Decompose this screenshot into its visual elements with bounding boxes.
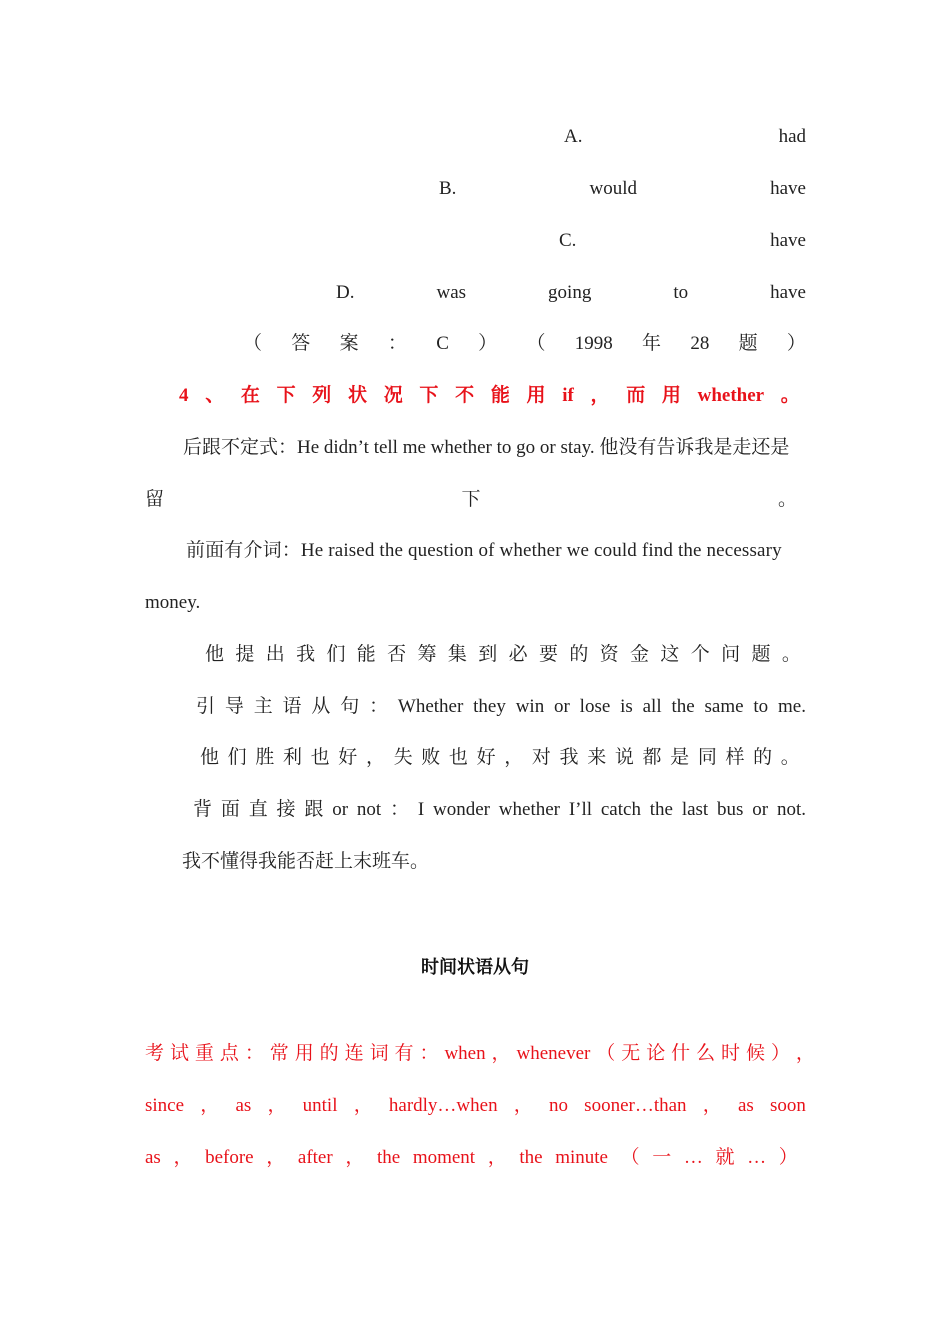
word: 集 [447, 644, 467, 665]
word: 而 [626, 385, 646, 406]
word: 到 [478, 644, 498, 665]
word: 好 [476, 747, 496, 768]
word: 。 [777, 489, 797, 510]
word: 、 [205, 385, 225, 406]
word: ， [795, 1043, 815, 1064]
point-4-heading [179, 383, 800, 409]
word: C [436, 333, 449, 354]
or-not-line [193, 797, 806, 823]
word: 败 [421, 747, 441, 768]
word: 出 [265, 644, 285, 665]
word: 接 [276, 799, 296, 820]
word: 点 [219, 1043, 239, 1064]
word: 况 [383, 385, 403, 406]
word: catch [600, 799, 641, 820]
word: I [417, 799, 425, 820]
word: as [235, 1095, 252, 1116]
word: （ [620, 1147, 640, 1168]
word: last [681, 799, 709, 820]
word: 试 [169, 1043, 189, 1064]
word: me. [777, 696, 806, 717]
word: minute [555, 1147, 608, 1168]
word: is [620, 696, 633, 717]
word: not [356, 799, 382, 820]
word: lose [579, 696, 611, 717]
word: no [548, 1095, 568, 1116]
word: 连 [344, 1043, 364, 1064]
word: 下 [276, 385, 296, 406]
word: ， [487, 1147, 507, 1168]
word: not. [776, 799, 806, 820]
word: 样 [725, 747, 745, 768]
word: 导 [224, 696, 244, 717]
word: 题 [738, 333, 758, 354]
word: ： [369, 696, 389, 717]
word: 也 [448, 747, 468, 768]
word: 同 [697, 747, 717, 768]
word: win [515, 696, 545, 717]
infinitive-line-1: 后跟不定式：He didn’t tell me whether to go or stay. 他没有告诉我是走还是 [183, 437, 790, 458]
word: ， [504, 747, 524, 768]
word: 句 [340, 696, 360, 717]
word: since [145, 1095, 185, 1116]
word: the [671, 696, 695, 717]
word: ， [345, 1147, 365, 1168]
word: 背 [193, 799, 213, 820]
subject-clause-translation [200, 745, 800, 771]
word: 否 [387, 644, 407, 665]
word: soon [769, 1095, 806, 1116]
word: ， [267, 1095, 287, 1116]
word: whether [697, 385, 765, 406]
word: have [770, 282, 806, 303]
word: 好 [338, 747, 358, 768]
word: 的 [319, 1043, 339, 1064]
word: Whether [397, 696, 464, 717]
word: 的 [753, 747, 773, 768]
word: 年 [642, 333, 662, 354]
word: 么 [696, 1043, 716, 1064]
word: 候 [746, 1043, 766, 1064]
word: 状 [348, 385, 368, 406]
word: 。 [780, 747, 800, 768]
word: B. [439, 178, 457, 199]
word: 这 [660, 644, 680, 665]
word: 对 [531, 747, 551, 768]
preposition-line-2: money. [145, 592, 201, 613]
section-title: 时间状语从句 [421, 957, 529, 978]
word: 主 [253, 696, 273, 717]
word: 个 [690, 644, 710, 665]
word: ） [786, 333, 806, 354]
word: A. [564, 126, 583, 147]
word: 也 [310, 747, 330, 768]
word: the [376, 1147, 401, 1168]
word: 用 [661, 385, 681, 406]
word: 列 [312, 385, 332, 406]
word: … [747, 1147, 767, 1168]
word: 常 [269, 1043, 289, 1064]
word: had [778, 126, 806, 147]
word: 用 [294, 1043, 314, 1064]
word: ： [419, 1043, 439, 1064]
word: 考 [145, 1043, 165, 1064]
word: ） [778, 1147, 798, 1168]
subject-clause-line [196, 694, 806, 720]
word: 们 [227, 747, 247, 768]
word: if [562, 385, 574, 406]
word: 直 [248, 799, 268, 820]
word: ： [389, 799, 409, 820]
word: ， [266, 1147, 286, 1168]
word: until [302, 1095, 338, 1116]
infinitive-line-2 [145, 487, 797, 513]
word: 是 [670, 747, 690, 768]
word: ： [244, 1043, 264, 1064]
word: ， [702, 1095, 722, 1116]
word: when [444, 1043, 486, 1064]
word: ） [478, 333, 498, 354]
word: 论 [646, 1043, 666, 1064]
word: … [683, 1147, 703, 1168]
word: ） [770, 1043, 790, 1064]
word: 胜 [255, 747, 275, 768]
word: have [770, 230, 806, 251]
word: ： [387, 333, 407, 354]
word: ， [200, 1095, 220, 1116]
word: all [642, 696, 662, 717]
word: 能 [356, 644, 376, 665]
preposition-translation [205, 642, 801, 668]
word: 利 [282, 747, 302, 768]
word: 用 [526, 385, 546, 406]
word: ， [173, 1147, 193, 1168]
word: 都 [642, 747, 662, 768]
word: 4 [179, 385, 189, 406]
option-d [336, 280, 806, 306]
word: 引 [196, 696, 216, 717]
word: ， [590, 385, 610, 406]
word: or [554, 696, 570, 717]
word: 们 [326, 644, 346, 665]
word: to [673, 282, 689, 303]
word: wonder [432, 799, 490, 820]
word: 下 [461, 489, 481, 510]
word: 一 [652, 1147, 672, 1168]
word: ， [365, 747, 385, 768]
preposition-line-1: 前面有介词：He raised the question of whether we could find the necessary [186, 540, 782, 561]
word: hardly…when [388, 1095, 498, 1116]
word: 我 [296, 644, 316, 665]
word: 28 [690, 333, 710, 354]
word: 金 [630, 644, 650, 665]
key-points-line-3 [145, 1145, 798, 1171]
word: （ [526, 333, 546, 354]
word: going [548, 282, 592, 303]
word: （ [243, 333, 263, 354]
option-c [559, 228, 806, 254]
word: 时 [721, 1043, 741, 1064]
word: 答 [291, 333, 311, 354]
word: 来 [587, 747, 607, 768]
word: 。 [780, 385, 800, 406]
key-points-line-1 [145, 1041, 815, 1067]
word: 1998 [574, 333, 613, 354]
word: the [649, 799, 673, 820]
word: 跟 [304, 799, 324, 820]
word: same [704, 696, 744, 717]
word: 必 [508, 644, 528, 665]
word: ， [513, 1095, 533, 1116]
word: 他 [205, 644, 225, 665]
option-a [564, 124, 806, 150]
word: ， [491, 1043, 511, 1064]
word: was [436, 282, 467, 303]
word: 的 [569, 644, 589, 665]
word: 。 [781, 644, 801, 665]
word: after [297, 1147, 333, 1168]
key-points-line-2 [145, 1093, 806, 1119]
word: 资 [599, 644, 619, 665]
word: 面 [220, 799, 240, 820]
word: to [753, 696, 769, 717]
word: 案 [339, 333, 359, 354]
word: 在 [240, 385, 260, 406]
word: 无 [621, 1043, 641, 1064]
word: C. [559, 230, 577, 251]
word: moment [412, 1147, 476, 1168]
word: 题 [751, 644, 771, 665]
word: as [145, 1147, 161, 1168]
word: or [752, 799, 769, 820]
word: 留 [145, 489, 165, 510]
answer-note [243, 331, 806, 357]
word: 要 [538, 644, 558, 665]
word: 语 [282, 696, 302, 717]
word: 失 [393, 747, 413, 768]
word: 问 [721, 644, 741, 665]
word: whenever [516, 1043, 591, 1064]
word: 下 [419, 385, 439, 406]
word: 能 [490, 385, 510, 406]
word: 提 [235, 644, 255, 665]
word: sooner…than [584, 1095, 687, 1116]
word: 重 [194, 1043, 214, 1064]
word: the [519, 1147, 543, 1168]
word: 就 [715, 1147, 735, 1168]
word: or [332, 799, 349, 820]
word: （ [596, 1043, 616, 1064]
word: D. [336, 282, 355, 303]
word: 筹 [417, 644, 437, 665]
word: before [205, 1147, 254, 1168]
word: 不 [455, 385, 475, 406]
word: have [770, 178, 806, 199]
word: 说 [614, 747, 634, 768]
word: they [473, 696, 506, 717]
word: would [589, 178, 638, 199]
word: 他 [200, 747, 220, 768]
word: whether [498, 799, 560, 820]
word: 从 [311, 696, 331, 717]
word: bus [717, 799, 744, 820]
word: as [737, 1095, 754, 1116]
word: ， [353, 1095, 373, 1116]
word: 词 [369, 1043, 389, 1064]
or-not-translation: 我不懂得我能否赶上末班车。 [182, 851, 430, 872]
option-b [439, 176, 806, 202]
word: 什 [671, 1043, 691, 1064]
word: 我 [559, 747, 579, 768]
word: 有 [394, 1043, 414, 1064]
word: I’ll [568, 799, 593, 820]
